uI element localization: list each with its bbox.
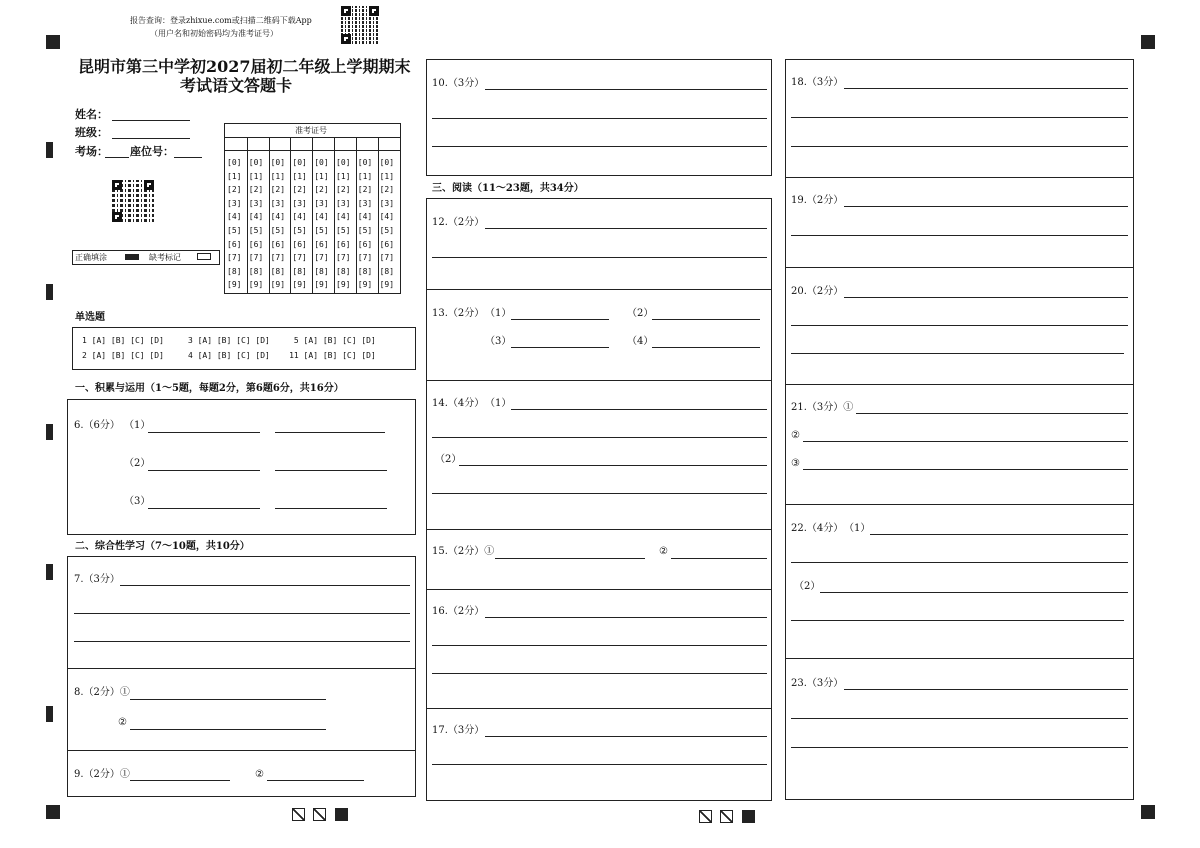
- exam-id-digit-bubble[interactable]: [1]: [314, 171, 329, 181]
- q14-answer-line[interactable]: [432, 437, 767, 438]
- exam-id-column-divider: [356, 137, 357, 293]
- q6-sub1-label: （1）: [124, 420, 151, 431]
- exam-id-digit-bubble[interactable]: [2]: [357, 185, 373, 195]
- q22-answer-line[interactable]: [791, 562, 1128, 563]
- exam-id-digit-bubble[interactable]: [1]: [270, 171, 286, 181]
- exam-id-digit-bubble[interactable]: [0]: [248, 158, 264, 167]
- q18-answer-line[interactable]: [791, 146, 1128, 147]
- q6-answer-line[interactable]: [148, 470, 260, 471]
- q22-answer-line[interactable]: [791, 620, 1124, 621]
- exam-id-column-divider: [247, 137, 248, 293]
- q16-answer-line[interactable]: [432, 673, 767, 674]
- exam-id-digit-bubble[interactable]: [6]: [336, 239, 351, 249]
- exam-id-grid: [224, 123, 401, 294]
- q15-sub2-label: ②: [659, 546, 668, 557]
- exam-id-digit-bubble[interactable]: [4]: [227, 212, 242, 222]
- timing-mark: [46, 564, 53, 580]
- q14-sub1-label: （1）: [485, 398, 512, 409]
- exam-id-digit-bubble[interactable]: [3]: [379, 198, 395, 208]
- exam-id-digit-bubble[interactable]: [9]: [227, 280, 242, 290]
- exam-id-digit-column: [271, 156, 285, 292]
- q10-answer-line[interactable]: [432, 146, 767, 147]
- q14-answer-line[interactable]: [432, 493, 767, 494]
- exam-id-digit-bubble[interactable]: [0]: [336, 158, 351, 167]
- exam-id-digit-bubble[interactable]: [6]: [314, 239, 329, 249]
- name-label: 姓名：: [75, 108, 108, 121]
- registration-mark: [1141, 35, 1155, 49]
- q19-answer-line[interactable]: [844, 206, 1128, 207]
- absent-mark-checkbox[interactable]: [197, 253, 211, 260]
- exam-id-digit-bubble[interactable]: [8]: [248, 266, 264, 276]
- q8-sub2-label: ②: [118, 717, 127, 728]
- exam-id-digit-bubble[interactable]: [1]: [292, 171, 307, 181]
- exam-id-digit-bubble[interactable]: [6]: [357, 239, 373, 249]
- exam-id-digit-bubble[interactable]: [5]: [357, 225, 373, 235]
- exam-id-digit-bubble[interactable]: [0]: [292, 158, 307, 167]
- exam-id-title: 准考证号: [295, 126, 327, 135]
- q22-label: 22.（4分）: [791, 523, 844, 534]
- q18-label: 18.（3分）: [791, 77, 844, 88]
- q12-label: 12.（2分）: [432, 217, 485, 228]
- q8-answer-line[interactable]: [130, 729, 326, 730]
- exam-id-digit-bubble[interactable]: [0]: [227, 158, 242, 167]
- single-choice-title: 单选题: [75, 312, 105, 323]
- exam-id-digit-column: [336, 156, 350, 292]
- q6-answer-line[interactable]: [148, 508, 260, 509]
- exam-id-digit-bubble[interactable]: [6]: [248, 239, 264, 249]
- exam-id-digit-bubble[interactable]: [4]: [270, 212, 286, 222]
- q9-answer-line[interactable]: [130, 780, 230, 781]
- exam-id-digit-bubble[interactable]: [3]: [357, 198, 373, 208]
- q7-answer-line[interactable]: [120, 585, 410, 586]
- exam-id-digit-bubble[interactable]: [7]: [248, 253, 264, 263]
- exam-id-digit-bubble[interactable]: [2]: [336, 185, 351, 195]
- q6-sub3-label: （3）: [124, 496, 151, 507]
- exam-id-digit-bubble[interactable]: [3]: [314, 198, 329, 208]
- correct-fill-sample: [125, 254, 139, 260]
- q14-answer-line[interactable]: [459, 465, 767, 466]
- exam-id-digit-bubble[interactable]: [0]: [270, 158, 286, 167]
- q23-answer-line[interactable]: [791, 747, 1128, 748]
- exam-id-digit-bubble[interactable]: [3]: [336, 198, 351, 208]
- section-3-title: 三、阅读（11～23题，共34分）: [432, 183, 584, 194]
- q7-answer-line[interactable]: [74, 613, 410, 614]
- q14-label: 14.（4分）: [432, 398, 485, 409]
- q7-answer-line[interactable]: [74, 641, 410, 642]
- exam-id-digit-bubble[interactable]: [5]: [314, 225, 329, 235]
- absent-mark-label: 缺考标记: [149, 253, 181, 262]
- exam-id-digit-bubble[interactable]: [3]: [292, 198, 307, 208]
- q13-sub1-label: （1）: [485, 308, 512, 319]
- exam-id-digit-bubble[interactable]: [7]: [314, 253, 329, 263]
- room-label: 考场：: [75, 145, 108, 158]
- exam-id-digit-bubble[interactable]: [8]: [292, 266, 307, 276]
- q6-label: 6.（6分）: [74, 420, 120, 431]
- exam-id-digit-bubble[interactable]: [7]: [270, 253, 286, 263]
- exam-id-digit-bubble[interactable]: [2]: [314, 185, 329, 195]
- exam-id-digit-bubble[interactable]: [1]: [227, 171, 242, 181]
- exam-id-digit-bubble[interactable]: [5]: [227, 225, 242, 235]
- q10-box: [426, 59, 772, 176]
- exam-id-digit-bubble[interactable]: [1]: [379, 171, 395, 181]
- exam-id-digit-bubble[interactable]: [1]: [336, 171, 351, 181]
- q23-answer-line[interactable]: [844, 689, 1128, 690]
- exam-id-digit-bubble[interactable]: [6]: [227, 239, 242, 249]
- q17-answer-line[interactable]: [432, 764, 767, 765]
- exam-id-digit-bubble[interactable]: [0]: [314, 158, 329, 167]
- name-field[interactable]: [112, 120, 190, 121]
- exam-id-digit-bubble[interactable]: [6]: [270, 239, 286, 249]
- q21-answer-line[interactable]: [856, 413, 1128, 414]
- page-mark: [742, 810, 755, 823]
- choice-row-2[interactable]: 2 [A] [B] [C] [D] 4 [A] [B] [C] [D] 11 [A] [B] [C] [D]: [82, 351, 376, 360]
- page-mark: [335, 808, 348, 821]
- exam-id-digit-bubble[interactable]: [8]: [270, 266, 286, 276]
- exam-id-digit-bubble[interactable]: [9]: [357, 280, 373, 290]
- q13-sub3-label: （3）: [485, 336, 512, 347]
- reading-box-right: [785, 59, 1134, 800]
- exam-id-digit-bubble[interactable]: [7]: [379, 253, 395, 263]
- q13-answer-line[interactable]: [652, 347, 760, 348]
- room-field[interactable]: [105, 157, 129, 158]
- report-notice-sub: （用户名和初始密码均为准考证号）: [150, 29, 278, 38]
- q19-label: 19.（2分）: [791, 195, 844, 206]
- exam-id-digit-column: [358, 156, 372, 292]
- exam-id-digit-bubble[interactable]: [4]: [248, 212, 264, 222]
- exam-id-digit-bubble[interactable]: [6]: [292, 239, 307, 249]
- exam-title-sub: 考试语文答题卡: [180, 76, 293, 95]
- single-choice-box: [72, 327, 416, 370]
- exam-title: 昆明市第三中学初2027届初二年级上学期期末: [78, 57, 411, 76]
- exam-id-digit-bubble[interactable]: [5]: [292, 225, 307, 235]
- q6-answer-line[interactable]: [275, 470, 387, 471]
- page-mark: [720, 810, 733, 823]
- exam-id-digit-bubble[interactable]: [8]: [336, 266, 351, 276]
- q20-label: 20.（2分）: [791, 286, 844, 297]
- exam-id-digit-bubble[interactable]: [4]: [314, 212, 329, 222]
- q21-sub2-label: ②: [791, 430, 800, 441]
- exam-id-digit-bubble[interactable]: [8]: [379, 266, 395, 276]
- section-1-title: 一、积累与运用（1～5题，每题2分，第6题6分，共16分）: [75, 383, 344, 394]
- exam-id-digit-bubble[interactable]: [9]: [336, 280, 351, 290]
- exam-id-digit-bubble[interactable]: [7]: [227, 253, 242, 263]
- seat-field[interactable]: [174, 157, 202, 158]
- exam-id-column-divider: [269, 137, 270, 293]
- q23-answer-line[interactable]: [791, 718, 1128, 719]
- exam-id-column-divider: [378, 137, 379, 293]
- exam-id-digit-bubble[interactable]: [9]: [270, 280, 286, 290]
- timing-mark: [46, 142, 53, 158]
- q23-label: 23.（3分）: [791, 678, 844, 689]
- q13-sub2-label: （2）: [627, 308, 654, 319]
- reading-box-left: [426, 198, 772, 801]
- q7-label: 7.（3分）: [74, 574, 120, 585]
- q13-answer-line[interactable]: [511, 319, 609, 320]
- exam-id-digit-bubble[interactable]: [5]: [270, 225, 286, 235]
- q13-answer-line[interactable]: [652, 319, 760, 320]
- q9-answer-line[interactable]: [267, 780, 364, 781]
- class-field[interactable]: [112, 138, 190, 139]
- exam-id-digit-bubble[interactable]: [3]: [270, 198, 286, 208]
- exam-id-digit-bubble[interactable]: [5]: [336, 225, 351, 235]
- registration-mark: [46, 805, 60, 819]
- app-qr-code: [341, 6, 379, 44]
- q16-answer-line[interactable]: [432, 645, 767, 646]
- timing-mark: [46, 284, 53, 300]
- q15-label: 15.（2分）①: [432, 546, 495, 557]
- q21-answer-line[interactable]: [803, 469, 1128, 470]
- q10-label: 10.（3分）: [432, 78, 485, 89]
- student-qr-code: [112, 180, 154, 222]
- registration-mark: [1141, 805, 1155, 819]
- q22-answer-line[interactable]: [820, 592, 1128, 593]
- exam-id-digit-bubble[interactable]: [2]: [379, 185, 395, 195]
- exam-id-digit-bubble[interactable]: [2]: [292, 185, 307, 195]
- correct-fill-label: 正确填涂: [75, 253, 107, 262]
- exam-id-digit-bubble[interactable]: [9]: [314, 280, 329, 290]
- q19-answer-line[interactable]: [791, 235, 1128, 236]
- exam-id-digit-bubble[interactable]: [8]: [314, 266, 329, 276]
- exam-id-digit-bubble[interactable]: [9]: [379, 280, 395, 290]
- page-mark: [699, 810, 712, 823]
- exam-id-digit-bubble[interactable]: [8]: [357, 266, 373, 276]
- registration-mark: [46, 35, 60, 49]
- exam-id-digit-bubble[interactable]: [9]: [248, 280, 264, 290]
- exam-id-digit-bubble[interactable]: [9]: [292, 280, 307, 290]
- exam-id-digit-bubble[interactable]: [5]: [379, 225, 395, 235]
- q14-sub2-label: （2）: [435, 454, 462, 465]
- q20-answer-line[interactable]: [844, 297, 1128, 298]
- exam-id-digit-bubble[interactable]: [6]: [379, 239, 395, 249]
- exam-id-digit-bubble[interactable]: [2]: [227, 185, 242, 195]
- q10-answer-line[interactable]: [485, 89, 767, 90]
- q21-sub3-label: ③: [791, 458, 800, 469]
- q18-answer-line[interactable]: [844, 88, 1128, 89]
- exam-id-digit-bubble[interactable]: [5]: [248, 225, 264, 235]
- exam-id-digit-bubble[interactable]: [0]: [379, 158, 395, 167]
- q14-answer-line[interactable]: [511, 409, 767, 410]
- q22-sub2-label: （2）: [794, 581, 821, 592]
- q17-answer-line[interactable]: [485, 736, 767, 737]
- q13-sub4-label: （4）: [627, 336, 654, 347]
- section-2-box: [67, 556, 416, 797]
- exam-id-digit-bubble[interactable]: [4]: [379, 212, 395, 222]
- q13-answer-line[interactable]: [511, 347, 609, 348]
- q8-label: 8.（2分）①: [74, 687, 130, 698]
- q16-label: 16.（2分）: [432, 606, 485, 617]
- q16-answer-line[interactable]: [485, 617, 767, 618]
- exam-id-digit-bubble[interactable]: [7]: [357, 253, 373, 263]
- exam-id-column-divider: [290, 137, 291, 293]
- report-notice: 报告查询：登录zhixue.com或扫描二维码下载App: [130, 16, 312, 25]
- page-mark: [313, 808, 326, 821]
- q18-answer-line[interactable]: [791, 117, 1128, 118]
- q20-answer-line[interactable]: [791, 353, 1124, 354]
- exam-id-digit-bubble[interactable]: [7]: [292, 253, 307, 263]
- section-2-title: 二、综合性学习（7～10题，共10分）: [75, 541, 250, 552]
- q6-answer-line[interactable]: [275, 432, 385, 433]
- q21-label: 21.（3分）①: [791, 402, 854, 413]
- q6-answer-line[interactable]: [275, 508, 387, 509]
- exam-id-digit-bubble[interactable]: [4]: [336, 212, 351, 222]
- timing-mark: [46, 424, 53, 440]
- exam-id-digit-column: [314, 156, 328, 292]
- q12-answer-line[interactable]: [432, 257, 767, 258]
- exam-id-digit-bubble[interactable]: [4]: [292, 212, 307, 222]
- exam-id-digit-bubble[interactable]: [0]: [357, 158, 373, 167]
- q22-sub1-label: （1）: [844, 523, 871, 534]
- q9-sub2-label: ②: [255, 769, 264, 780]
- q10-answer-line[interactable]: [432, 118, 767, 119]
- q8-answer-line[interactable]: [130, 699, 326, 700]
- exam-id-column-divider: [334, 137, 335, 293]
- q15-answer-line[interactable]: [495, 558, 645, 559]
- page-mark: [292, 808, 305, 821]
- exam-id-digit-bubble[interactable]: [4]: [357, 212, 373, 222]
- q21-answer-line[interactable]: [803, 441, 1128, 442]
- choice-row-1[interactable]: 1 [A] [B] [C] [D] 3 [A] [B] [C] [D] 5 [A] [B] [C] [D]: [82, 336, 376, 345]
- exam-id-digit-column: [227, 156, 241, 292]
- q17-label: 17.（3分）: [432, 725, 485, 736]
- exam-id-digit-column: [249, 156, 263, 292]
- q6-sub2-label: （2）: [124, 458, 151, 469]
- q15-answer-line[interactable]: [671, 558, 767, 559]
- exam-id-digit-column: [380, 156, 394, 292]
- fill-legend: [72, 250, 220, 265]
- q9-label: 9.（2分）①: [74, 769, 130, 780]
- q13-label: 13.（2分）: [432, 308, 485, 319]
- exam-id-column-divider: [312, 137, 313, 293]
- exam-id-digit-bubble[interactable]: [1]: [357, 171, 373, 181]
- class-label: 班级：: [75, 126, 108, 139]
- exam-id-digit-column: [292, 156, 306, 292]
- exam-id-digit-bubble[interactable]: [2]: [248, 185, 264, 195]
- exam-id-digit-bubble[interactable]: [2]: [270, 185, 286, 195]
- exam-id-digit-bubble[interactable]: [7]: [336, 253, 351, 263]
- timing-mark: [46, 706, 53, 722]
- exam-id-digit-bubble[interactable]: [1]: [248, 171, 264, 181]
- q22-answer-line[interactable]: [870, 534, 1128, 535]
- q12-answer-line[interactable]: [485, 228, 767, 229]
- exam-id-digit-bubble[interactable]: [3]: [248, 198, 264, 208]
- exam-id-digit-bubble[interactable]: [8]: [227, 266, 242, 276]
- q6-answer-line[interactable]: [148, 432, 260, 433]
- exam-id-digit-bubble[interactable]: [3]: [227, 198, 242, 208]
- q20-answer-line[interactable]: [791, 325, 1128, 326]
- q6-box: [67, 399, 416, 535]
- seat-label: 座位号：: [130, 145, 174, 158]
